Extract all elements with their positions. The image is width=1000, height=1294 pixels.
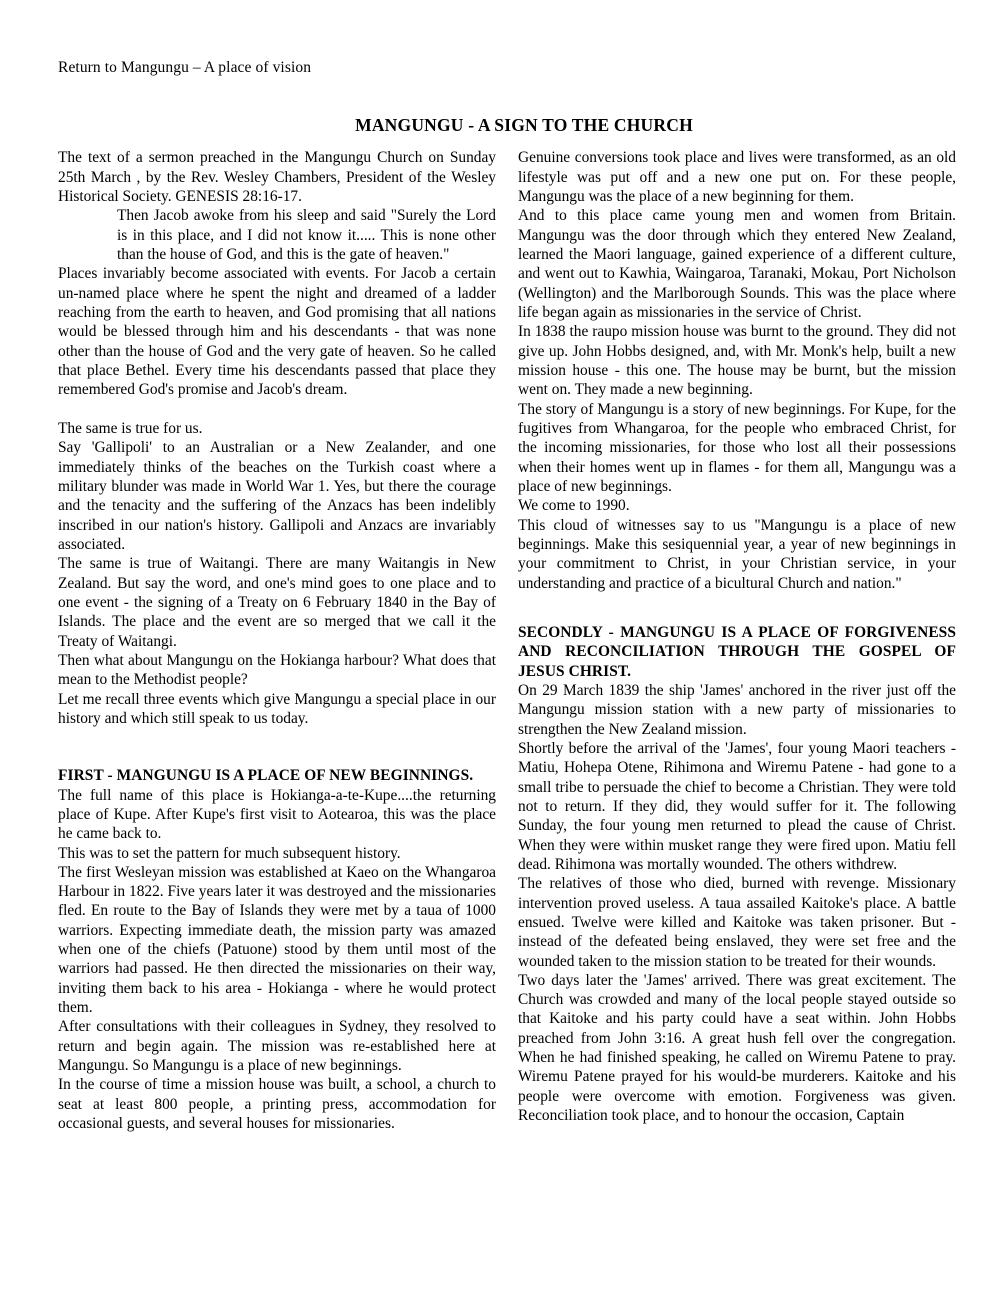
paragraph-intro: The text of a sermon preached in the Mangungu Church on Sunday 25th March , by the Rev. Wesley Chambers, President of the Wesley Historical Society. GENESIS 28:16-17. (58, 149, 496, 206)
page-title: MANGUNGU - A SIGN TO THE CHURCH (355, 115, 693, 136)
paragraph-relatives-revenge: The relatives of those who died, burned with revenge. Missionary intervention proved useless. A taua assailed Kaitoke's place. A battle ensued. Twelve were killed and Kaitoke was taken prisoner. But - instead of the defeated being enslaved, they were set free and the wounded taken to the mission station to be treated for their wounds. (518, 875, 956, 970)
paragraph-first-mission: The first Wesleyan mission was established at Kaeo on the Whangaroa Harbour in 1822. Five years later it was destroyed and the missionaries fled. En route to the Bay of Islands they were met by a taua of 1000 warriors. Expecting immediate death, the mission party was amazed when one of the chiefs (Patuone) stood by them until most of the warriors had passed. He then directed the missionaries on their way, inviting them back to his area - Hokianga - where he would protect them. (58, 863, 496, 1017)
paragraph-pattern: This was to set the pattern for much subsequent history. (58, 844, 401, 862)
two-column-body (58, 148, 956, 1133)
paragraph-mission-house: In the course of time a mission house was built, a school, a church to seat at least 800 people, a printing press, accommodation for occasional guests, and several houses for missionaries. (58, 1076, 496, 1133)
paragraph-britain: And to this place came young men and women from Britain. Mangungu was the door through which they entered New Zealand, learned the Maori language, gained experience of a different culture, and went out to Kawhia, Waingaroa, Taranaki, Mokau, Port Nicholson (Wellington) and the Marlborough Sounds. This was the place where life began again as missionaries in the service of Christ. (518, 207, 956, 321)
paragraph-1838-fire: In 1838 the raupo mission house was burnt to the ground. They did not give up. John Hobbs designed, and, with Mr. Monk's help, built a new mission house - this one. The house may be burnt, but the mission went on. They made a new beginning. (518, 323, 956, 399)
paragraph-spacer (58, 400, 496, 419)
paragraph-conversions: Genuine conversions took place and lives were transformed, as an old lifestyle was put off and a new one put on. For these people, Mangungu was the place of a new beginning for them. (518, 149, 956, 206)
paragraph-same-is-true: The same is true for us. (58, 419, 203, 437)
paragraph-two-days-later: Two days later the 'James' arrived. There was great excitement. The Church was crowded and many of the local people stayed outside so that Kaitoke and his party could have a seat within. John Hobbs preached from John 3:16. A great hush fell over the congregation. When he had finished speaking, he called on Wiremu Patene to pray. Wiremu Patene prayed for his would-be murderers. Kaitoke and his people were overcome with emotion. Forgiveness was given. Reconciliation took place, and to honour the occasion, Captain (518, 971, 956, 1125)
paragraph-1990: We come to 1990. (518, 497, 630, 515)
heading-spacer-secondly (518, 593, 956, 623)
scripture-blockquote: Then Jacob awoke from his sleep and said "Surely the Lord is in this place, and I did not know it..... This is none other than the house of God, and this is the gate of heaven." (117, 207, 496, 264)
paragraph-full-name: The full name of this place is Hokianga-a-te-Kupe....the returning place of Kupe. After Kupe's first visit to Aotearoa, this was the place he came back to. (58, 786, 496, 843)
section-heading-first: FIRST - MANGUNGU IS A PLACE OF NEW BEGINNINGS. (58, 767, 474, 785)
paragraph-places: Places invariably become associated with events. For Jacob a certain un-named place where he spent the night and dreamed of a ladder reaching from the earth to heaven, and God promising that all nations would be blessed through him and his descendants - that was none other than the house of God and the very gate of heaven. So he called that place Bethel. Every time his descendants passed that place they remembered God's promise and Jacob's dream. (58, 265, 496, 399)
running-head: Return to Mangungu – A place of vision (58, 59, 312, 76)
heading-spacer-first (58, 728, 496, 766)
paragraph-story-new-beginnings: The story of Mangungu is a story of new beginnings. For Kupe, for the fugitives from Whangaroa, for the people who embraced Christ, for the incoming missionaries, for those who lost all their possessions when their homes went up in flames - for them all, Mangungu was a place of new beginnings. (518, 400, 956, 495)
paragraph-hokianga-question: Then what about Mangungu on the Hokianga harbour? What does that mean to the Methodist people? (58, 651, 496, 689)
paragraph-four-teachers: Shortly before the arrival of the 'James', four young Maori teachers - Matiu, Hohepa Otene, Rihimona and Wiremu Patene - had gone to a small tribe to persuade the chief to become a Christian. They were told not to return. If they did, they would suffer for it. The following Sunday, the four young men returned to plead the cause of Christ. When they were within musket range they were fired upon. Matiu fell dead. Rihimona was mortally wounded. The others withdrew. (518, 739, 956, 873)
paragraph-sydney: After consultations with their colleagues in Sydney, they resolved to return and begin again. The mission was re-established here at Mangungu. So Mangungu is a place of new beginnings. (58, 1018, 496, 1075)
left-column (58, 148, 507, 1133)
paragraph-cloud-of-witnesses: This cloud of witnesses say to us "Mangungu is a place of new beginnings. Make this sesiquennial year, a year of new beginnings in your commitment to Christ, in your Christian service, in your understanding and practice of a bicultural Church and nation." (518, 516, 956, 592)
paragraph-waitangi: The same is true of Waitangi. There are many Waitangis in New Zealand. But say the word, and one's mind goes to one place and to one event - the signing of a Treaty on 6 February 1840 in the Bay of Islands. The place and the event are so merged that we call it the Treaty of Waitangi. (58, 555, 496, 650)
paragraph-three-events: Let me recall three events which give Mangungu a special place in our history and which still speak to us today. (58, 690, 496, 727)
paragraph-ship-james: On 29 March 1839 the ship 'James' anchored in the river just off the Mangungu mission station with a new party of missionaries to strengthen the New Zealand mission. (518, 681, 956, 738)
section-heading-secondly: SECONDLY - MANGUNGU IS A PLACE OF FORGIVENESS AND RECONCILIATION THROUGH THE GOSPEL OF JESUS CHRIST. (518, 623, 956, 680)
right-column (507, 148, 956, 1125)
paragraph-gallipoli: Say 'Gallipoli' to an Australian or a New Zealander, and one immediately thinks of the beaches on the Turkish coast where a military blunder was made in World War 1. Yes, but there the courage and the tenacity and the suffering of the Anzacs has been indelibly inscribed in our nation's history. Gallipoli and Anzacs are invariably associated. (58, 439, 496, 553)
